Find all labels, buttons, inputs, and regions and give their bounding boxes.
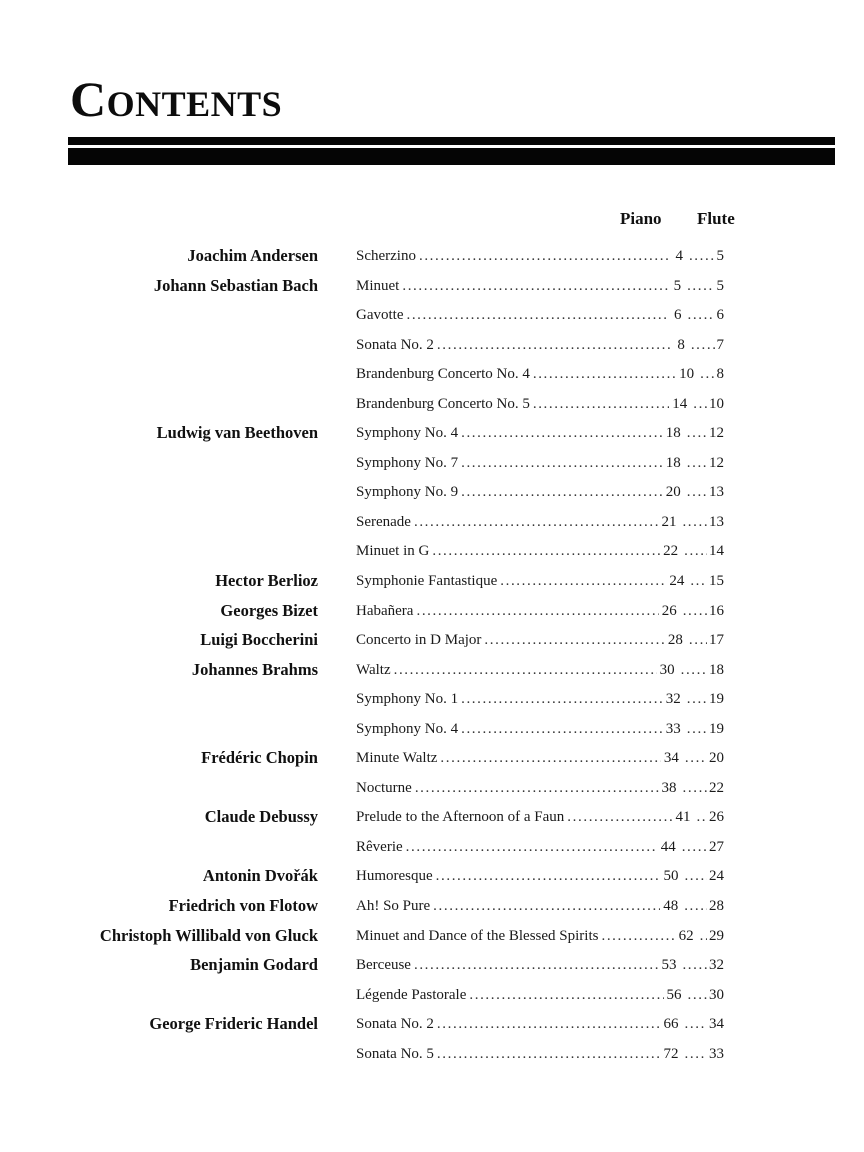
dot-leader bbox=[691, 332, 715, 358]
piano-page-number: 72 bbox=[663, 1045, 679, 1062]
work-title: Sonata No. 2 bbox=[356, 336, 434, 353]
contents-row bbox=[0, 509, 864, 539]
dot-leader bbox=[688, 982, 707, 1008]
contents-row bbox=[0, 982, 864, 1012]
dot-leader bbox=[567, 804, 672, 830]
dot-leader bbox=[685, 1011, 707, 1037]
work-title: Ah! So Pure bbox=[356, 898, 431, 915]
contents-row bbox=[0, 598, 864, 628]
composer-name: Ludwig van Beethoven bbox=[156, 423, 318, 443]
piano-page-number: 5 bbox=[673, 277, 682, 294]
contents-entry[interactable] bbox=[356, 1041, 724, 1067]
flute-page-number: 28 bbox=[709, 898, 724, 915]
contents-row bbox=[0, 627, 864, 657]
flute-page-number: 32 bbox=[709, 957, 724, 974]
piano-page-number: 33 bbox=[665, 720, 681, 737]
composer-name: Luigi Boccherini bbox=[200, 630, 318, 650]
flute-page-number: 29 bbox=[709, 927, 724, 944]
flute-page-number: 30 bbox=[709, 986, 724, 1003]
dot-leader bbox=[533, 391, 669, 417]
flute-page-number: 26 bbox=[709, 809, 724, 826]
dot-leader bbox=[684, 538, 707, 564]
dot-leader bbox=[436, 863, 661, 889]
work-title: Minute Waltz bbox=[356, 750, 438, 767]
flute-page-number: 33 bbox=[709, 1045, 724, 1062]
work-title: Symphony No. 7 bbox=[356, 454, 459, 471]
dot-leader bbox=[687, 686, 707, 712]
piano-page-number: 20 bbox=[665, 484, 681, 501]
contents-entry[interactable] bbox=[356, 923, 724, 949]
dot-leader bbox=[683, 775, 707, 801]
dot-leader bbox=[689, 627, 707, 653]
contents-row bbox=[0, 923, 864, 953]
flute-page-number: 7 bbox=[716, 336, 725, 353]
work-title: Symphony No. 9 bbox=[356, 484, 459, 501]
dot-leader bbox=[500, 568, 666, 594]
work-title: Serenade bbox=[356, 513, 411, 530]
dot-leader bbox=[414, 509, 658, 535]
dot-leader bbox=[684, 863, 707, 889]
flute-page-number: 17 bbox=[709, 632, 724, 649]
contents-entry[interactable] bbox=[356, 775, 724, 801]
work-title: Symphonie Fantastique bbox=[356, 573, 498, 590]
contents-row bbox=[0, 420, 864, 450]
piano-page-number: 26 bbox=[661, 602, 677, 619]
flute-page-number: 27 bbox=[709, 838, 724, 855]
piano-page-number: 48 bbox=[663, 898, 679, 915]
piano-page-number: 38 bbox=[661, 779, 677, 796]
dot-leader bbox=[682, 952, 707, 978]
work-title: Brandenburg Concerto No. 5 bbox=[356, 395, 530, 412]
dot-leader bbox=[601, 923, 675, 949]
flute-page-number: 19 bbox=[709, 691, 724, 708]
dot-leader bbox=[461, 420, 663, 446]
dot-leader bbox=[440, 745, 660, 771]
flute-page-number: 13 bbox=[709, 484, 724, 501]
dot-leader bbox=[484, 627, 664, 653]
flute-page-number: 14 bbox=[709, 543, 724, 560]
work-title: Minuet and Dance of the Blessed Spirits bbox=[356, 927, 599, 944]
dot-leader bbox=[700, 361, 714, 387]
work-title: Minuet bbox=[356, 277, 400, 294]
dot-leader bbox=[687, 450, 707, 476]
contents-entry[interactable] bbox=[356, 982, 724, 1008]
contents-row bbox=[0, 450, 864, 480]
dot-leader bbox=[690, 568, 707, 594]
contents-entry[interactable] bbox=[356, 716, 724, 742]
dot-leader bbox=[688, 302, 714, 328]
work-title: Symphony No. 4 bbox=[356, 425, 459, 442]
work-title: Minuet in G bbox=[356, 543, 430, 560]
contents-entry[interactable] bbox=[356, 834, 724, 860]
page-title bbox=[70, 71, 283, 129]
work-title: Humoresque bbox=[356, 868, 433, 885]
flute-page-number: 12 bbox=[709, 454, 724, 471]
dot-leader bbox=[696, 804, 707, 830]
title-rule-thick bbox=[68, 148, 835, 165]
contents-entry[interactable] bbox=[356, 361, 724, 387]
dot-leader bbox=[419, 243, 670, 269]
dot-leader bbox=[533, 361, 676, 387]
contents-entry[interactable] bbox=[356, 568, 724, 594]
contents-entry[interactable] bbox=[356, 479, 724, 505]
contents-row bbox=[0, 716, 864, 746]
piano-page-number: 28 bbox=[667, 632, 683, 649]
dot-leader bbox=[689, 243, 714, 269]
piano-page-number: 4 bbox=[675, 248, 683, 264]
contents-row bbox=[0, 391, 864, 421]
contents-entry[interactable] bbox=[356, 302, 724, 328]
contents-row bbox=[0, 952, 864, 982]
dot-leader bbox=[682, 834, 707, 860]
piano-page-number: 56 bbox=[666, 986, 682, 1003]
dot-leader bbox=[682, 509, 707, 535]
column-header-piano: Piano bbox=[620, 209, 662, 228]
composer-name: Johann Sebastian Bach bbox=[153, 275, 318, 295]
contents-row bbox=[0, 361, 864, 391]
work-title: Brandenburg Concerto No. 4 bbox=[356, 366, 530, 383]
piano-page-number: 66 bbox=[663, 1016, 679, 1033]
contents-entry[interactable] bbox=[356, 538, 724, 564]
dot-leader bbox=[684, 893, 707, 919]
contents-list bbox=[0, 243, 864, 1070]
flute-page-number: 34 bbox=[709, 1016, 724, 1033]
contents-row bbox=[0, 332, 864, 362]
dot-leader bbox=[406, 302, 668, 328]
flute-page-number: 22 bbox=[709, 779, 724, 796]
composer-name: Frédéric Chopin bbox=[201, 748, 318, 768]
contents-row bbox=[0, 657, 864, 687]
contents-entry[interactable] bbox=[356, 509, 724, 535]
flute-page-number: 19 bbox=[709, 720, 724, 737]
contents-entry[interactable] bbox=[356, 420, 724, 446]
composer-name: Hector Berlioz bbox=[215, 571, 318, 591]
contents-row bbox=[0, 479, 864, 509]
contents-row bbox=[0, 538, 864, 568]
dot-leader bbox=[432, 538, 660, 564]
flute-page-number: 6 bbox=[716, 307, 724, 324]
composer-name: George Frideric Handel bbox=[149, 1014, 318, 1034]
flute-page-number: 15 bbox=[709, 573, 724, 590]
piano-page-number: 21 bbox=[661, 513, 677, 530]
page-title-rest: ONTENTS bbox=[106, 84, 283, 124]
dot-leader bbox=[461, 716, 663, 742]
dot-leader bbox=[461, 479, 663, 505]
piano-page-number: 18 bbox=[665, 425, 681, 442]
dot-leader bbox=[685, 1041, 707, 1067]
work-title: Rêverie bbox=[356, 838, 403, 855]
piano-page-number: 22 bbox=[663, 543, 679, 560]
work-title: Berceuse bbox=[356, 957, 411, 974]
dot-leader bbox=[687, 273, 714, 299]
piano-page-number: 14 bbox=[672, 395, 688, 412]
work-title: Nocturne bbox=[356, 779, 412, 796]
dot-leader bbox=[437, 1041, 661, 1067]
composer-name: Christoph Willibald von Gluck bbox=[99, 925, 318, 945]
flute-page-number: 5 bbox=[716, 277, 724, 294]
composer-name: Friedrich von Flotow bbox=[168, 896, 318, 916]
contents-entry[interactable] bbox=[356, 686, 724, 712]
dot-leader bbox=[469, 982, 663, 1008]
work-title: Scherzino bbox=[356, 248, 416, 264]
contents-entry[interactable] bbox=[356, 627, 724, 653]
composer-name: Georges Bizet bbox=[220, 600, 318, 620]
contents-entry[interactable] bbox=[356, 450, 724, 476]
flute-page-number: 12 bbox=[709, 425, 724, 442]
work-title: Prelude to the Afternoon of a Faun bbox=[356, 809, 565, 826]
contents-row bbox=[0, 273, 864, 303]
composer-name: Claude Debussy bbox=[204, 807, 318, 827]
contents-entry[interactable] bbox=[356, 1011, 724, 1037]
composer-name: Benjamin Godard bbox=[190, 955, 318, 975]
column-header-flute: Flute bbox=[697, 209, 735, 228]
contents-entry[interactable] bbox=[356, 391, 724, 417]
flute-page-number: 13 bbox=[709, 513, 724, 530]
dot-leader bbox=[437, 332, 673, 358]
contents-entry[interactable] bbox=[356, 273, 724, 299]
contents-row bbox=[0, 568, 864, 598]
contents-entry[interactable] bbox=[356, 952, 724, 978]
work-title: Symphony No. 1 bbox=[356, 691, 459, 708]
contents-entry[interactable] bbox=[356, 863, 724, 889]
flute-page-number: 8 bbox=[716, 366, 724, 383]
contents-row bbox=[0, 302, 864, 332]
contents-row bbox=[0, 745, 864, 775]
contents-entry[interactable] bbox=[356, 332, 724, 358]
work-title: Concerto in D Major bbox=[356, 632, 482, 649]
dot-leader bbox=[685, 745, 707, 771]
dot-leader bbox=[687, 420, 707, 446]
dot-leader bbox=[693, 391, 707, 417]
piano-page-number: 32 bbox=[665, 691, 681, 708]
piano-page-number: 50 bbox=[663, 868, 679, 885]
dot-leader bbox=[687, 479, 707, 505]
piano-page-number: 53 bbox=[661, 957, 677, 974]
piano-page-number: 30 bbox=[659, 661, 675, 678]
piano-page-number: 41 bbox=[675, 809, 691, 826]
dot-leader bbox=[461, 686, 663, 712]
composer-name: Johannes Brahms bbox=[191, 659, 318, 679]
contents-entry[interactable] bbox=[356, 243, 724, 269]
flute-page-number: 16 bbox=[709, 602, 724, 619]
contents-row bbox=[0, 1041, 864, 1071]
dot-leader bbox=[406, 834, 658, 860]
contents-row bbox=[0, 834, 864, 864]
work-title: Waltz bbox=[356, 661, 391, 678]
contents-row bbox=[0, 1011, 864, 1041]
contents-row bbox=[0, 893, 864, 923]
dot-leader bbox=[687, 716, 707, 742]
piano-page-number: 62 bbox=[678, 927, 694, 944]
dot-leader bbox=[402, 273, 668, 299]
piano-page-number: 24 bbox=[669, 573, 685, 590]
work-title: Légende Pastorale bbox=[356, 986, 467, 1003]
work-title: Habañera bbox=[356, 602, 414, 619]
title-rule-thin bbox=[68, 137, 835, 145]
contents-row bbox=[0, 775, 864, 805]
composer-name: Antonin Dvořák bbox=[202, 866, 318, 886]
piano-page-number: 44 bbox=[660, 838, 676, 855]
work-title: Symphony No. 4 bbox=[356, 720, 459, 737]
dot-leader bbox=[683, 598, 707, 624]
contents-entry[interactable] bbox=[356, 893, 724, 919]
contents-row bbox=[0, 863, 864, 893]
work-title: Gavotte bbox=[356, 307, 404, 324]
contents-entry[interactable] bbox=[356, 804, 724, 830]
contents-row bbox=[0, 686, 864, 716]
piano-page-number: 34 bbox=[663, 750, 679, 767]
piano-page-number: 6 bbox=[674, 307, 682, 324]
dot-leader bbox=[700, 923, 707, 949]
piano-page-number: 10 bbox=[679, 366, 695, 383]
contents-row bbox=[0, 804, 864, 834]
dot-leader bbox=[681, 657, 707, 683]
dot-leader bbox=[416, 598, 658, 624]
work-title: Sonata No. 2 bbox=[356, 1016, 434, 1033]
flute-page-number: 5 bbox=[716, 248, 724, 264]
contents-entry[interactable] bbox=[356, 657, 724, 683]
contents-entry[interactable] bbox=[356, 598, 724, 624]
dot-leader bbox=[394, 657, 657, 683]
flute-page-number: 18 bbox=[709, 661, 724, 678]
flute-page-number: 20 bbox=[709, 750, 724, 767]
page-title-initial: C bbox=[70, 71, 107, 127]
dot-leader bbox=[415, 775, 659, 801]
flute-page-number: 10 bbox=[709, 395, 724, 412]
dot-leader bbox=[414, 952, 658, 978]
dot-leader bbox=[437, 1011, 661, 1037]
piano-page-number: 8 bbox=[677, 336, 685, 353]
dot-leader bbox=[433, 893, 660, 919]
contents-entry[interactable] bbox=[356, 745, 724, 771]
composer-name: Joachim Andersen bbox=[187, 246, 318, 265]
piano-page-number: 18 bbox=[665, 454, 681, 471]
contents-row bbox=[0, 243, 864, 273]
dot-leader bbox=[461, 450, 663, 476]
flute-page-number: 24 bbox=[709, 868, 724, 885]
work-title: Sonata No. 5 bbox=[356, 1045, 434, 1062]
